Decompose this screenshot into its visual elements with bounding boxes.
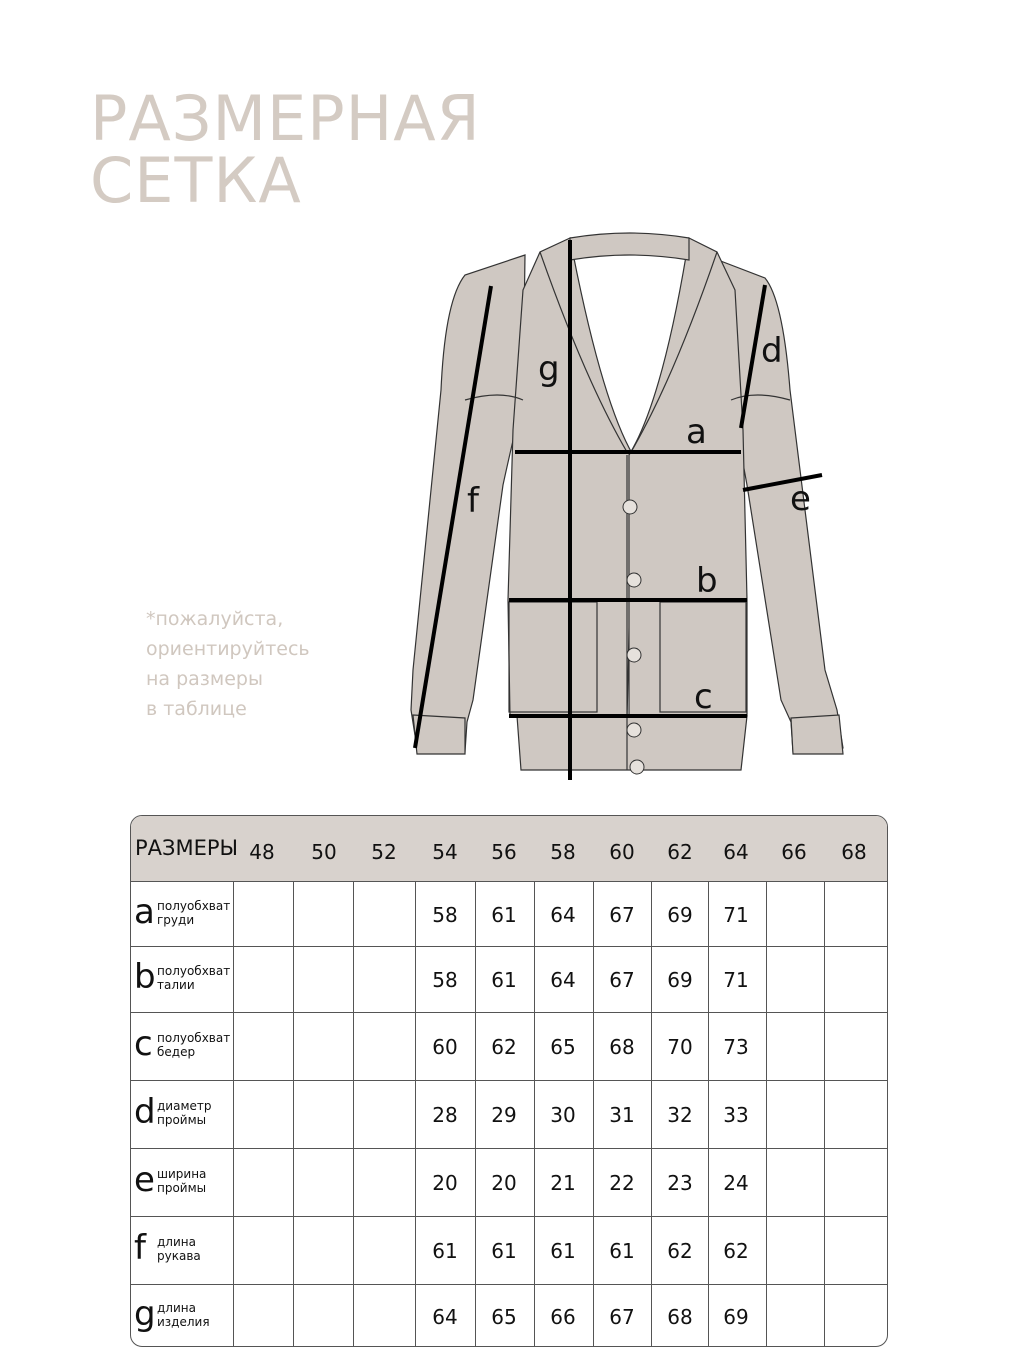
button-4 — [627, 723, 641, 737]
row-description — [157, 1235, 201, 1263]
label-a: a — [686, 412, 707, 452]
table-cell: 69 — [667, 902, 693, 927]
column-divider — [766, 882, 767, 1346]
row-description — [157, 964, 230, 992]
label-e: e — [790, 479, 811, 519]
row-description — [157, 1167, 206, 1195]
table-cell: 61 — [491, 902, 517, 927]
table-cell: 71 — [723, 902, 749, 927]
column-divider — [708, 882, 709, 1346]
note-line-3: на размеры — [146, 668, 263, 690]
table-cell: 62 — [491, 1035, 517, 1059]
table-cell: 31 — [609, 1103, 635, 1127]
header-size-66: 66 — [781, 840, 807, 864]
table-cell: 61 — [491, 968, 517, 992]
row-description — [157, 1301, 210, 1329]
cardigan-diagram — [405, 230, 855, 790]
table-cell: 62 — [723, 1239, 749, 1263]
header-size-54: 54 — [432, 840, 458, 864]
table-cell: 68 — [667, 1304, 693, 1329]
table-cell: 73 — [723, 1035, 749, 1059]
row-description-line-1: полуобхват — [157, 964, 231, 978]
table-cell: 67 — [609, 902, 635, 927]
row-description-line-2: талии — [157, 978, 195, 992]
header-size-56: 56 — [491, 840, 517, 864]
table-cell: 67 — [609, 968, 635, 992]
row-description-line-1: диаметр — [157, 1099, 212, 1113]
right-cuff — [791, 715, 843, 754]
row-description-line-1: длина — [157, 1235, 196, 1249]
column-divider — [475, 882, 476, 1346]
table-cell: 23 — [667, 1171, 693, 1195]
row-letter: f — [134, 1228, 146, 1268]
row-letter: g — [134, 1293, 156, 1334]
header-size-68: 68 — [841, 840, 867, 864]
table-cell: 24 — [723, 1171, 749, 1195]
table-cell: 69 — [723, 1304, 749, 1329]
table-cell: 64 — [432, 1304, 458, 1329]
header-size-58: 58 — [550, 840, 576, 864]
table-cell: 60 — [432, 1035, 458, 1059]
row-description — [157, 1099, 212, 1127]
note-line-1: *пожалуйста, — [146, 608, 284, 630]
label-c: c — [694, 677, 713, 717]
header-size-62: 62 — [667, 840, 693, 864]
table-cell: 20 — [491, 1171, 517, 1195]
table-cell: 33 — [723, 1103, 749, 1127]
button-3 — [627, 648, 641, 662]
header-size-48: 48 — [249, 840, 275, 864]
column-divider — [293, 882, 294, 1346]
column-divider — [415, 882, 416, 1346]
table-cell: 61 — [609, 1239, 635, 1263]
button-1 — [623, 500, 637, 514]
column-divider — [353, 882, 354, 1346]
column-divider — [534, 882, 535, 1346]
table-cell: 32 — [667, 1103, 693, 1127]
table-row — [131, 1149, 888, 1217]
header-label: РАЗМЕРЫ — [135, 836, 239, 860]
table-row — [131, 882, 888, 947]
size-note — [146, 604, 310, 724]
table-cell: 21 — [550, 1171, 576, 1195]
row-letter: a — [134, 891, 155, 932]
table-cell: 61 — [432, 1239, 458, 1263]
right-front — [629, 238, 747, 720]
column-divider — [824, 882, 825, 1346]
table-cell: 66 — [550, 1304, 576, 1329]
column-divider — [233, 882, 234, 1346]
size-table — [130, 815, 888, 1347]
table-cell: 68 — [609, 1035, 635, 1059]
button-5 — [630, 760, 644, 774]
row-description-line-2: проймы — [157, 1113, 207, 1127]
table-cell: 69 — [667, 968, 693, 992]
row-description — [157, 899, 230, 927]
table-row — [131, 1013, 888, 1081]
note-line-4: в таблице — [146, 698, 247, 720]
row-description-line-1: длина — [157, 1300, 196, 1315]
row-description-line-1: полуобхват — [157, 898, 231, 913]
table-cell: 30 — [550, 1103, 576, 1127]
table-row — [131, 1081, 888, 1149]
table-cell: 22 — [609, 1171, 635, 1195]
label-b: b — [696, 561, 718, 601]
table-cell: 58 — [432, 968, 458, 992]
row-letter: b — [134, 957, 156, 997]
table-row — [131, 947, 888, 1013]
note-line-2: ориентируйтесь — [146, 638, 310, 660]
row-description-line-2: груди — [157, 912, 195, 927]
table-row — [131, 1217, 888, 1285]
table-cell: 29 — [491, 1103, 517, 1127]
title-line-1: РАЗМЕРНАЯ — [90, 82, 481, 155]
row-description-line-1: полуобхват — [157, 1031, 231, 1045]
row-description — [157, 1031, 230, 1059]
header-size-50: 50 — [311, 840, 337, 864]
row-letter: d — [134, 1092, 156, 1132]
header-size-64: 64 — [723, 840, 749, 864]
row-description-line-2: бедер — [157, 1045, 196, 1059]
table-cell: 20 — [432, 1171, 458, 1195]
table-cell: 67 — [609, 1304, 635, 1329]
table-cell: 65 — [491, 1304, 517, 1329]
table-cell: 61 — [491, 1239, 517, 1263]
table-cell: 61 — [550, 1239, 576, 1263]
table-cell: 64 — [550, 968, 576, 992]
label-g: g — [538, 349, 560, 389]
table-header — [131, 816, 888, 882]
row-description-line-1: ширина — [157, 1167, 207, 1181]
page-title — [90, 82, 481, 217]
title-line-2: СЕТКА — [90, 144, 302, 217]
table-row — [131, 1285, 888, 1347]
header-size-60: 60 — [609, 840, 635, 864]
column-divider — [593, 882, 594, 1346]
row-description-line-2: проймы — [157, 1181, 207, 1195]
table-cell: 62 — [667, 1239, 693, 1263]
label-f: f — [467, 481, 479, 521]
column-divider — [651, 882, 652, 1346]
table-cell: 71 — [723, 968, 749, 992]
table-cell: 70 — [667, 1035, 693, 1059]
table-cell: 58 — [432, 902, 458, 927]
table-cell: 28 — [432, 1103, 458, 1127]
header-size-52: 52 — [371, 840, 397, 864]
back-neck — [570, 233, 689, 260]
row-description-line-2: рукава — [157, 1249, 201, 1263]
row-description-line-2: изделия — [157, 1314, 210, 1329]
row-letter: c — [134, 1024, 153, 1064]
row-letter: e — [134, 1160, 155, 1200]
table-cell: 65 — [550, 1035, 576, 1059]
button-2 — [627, 573, 641, 587]
table-cell: 64 — [550, 902, 576, 927]
label-d: d — [761, 331, 783, 371]
